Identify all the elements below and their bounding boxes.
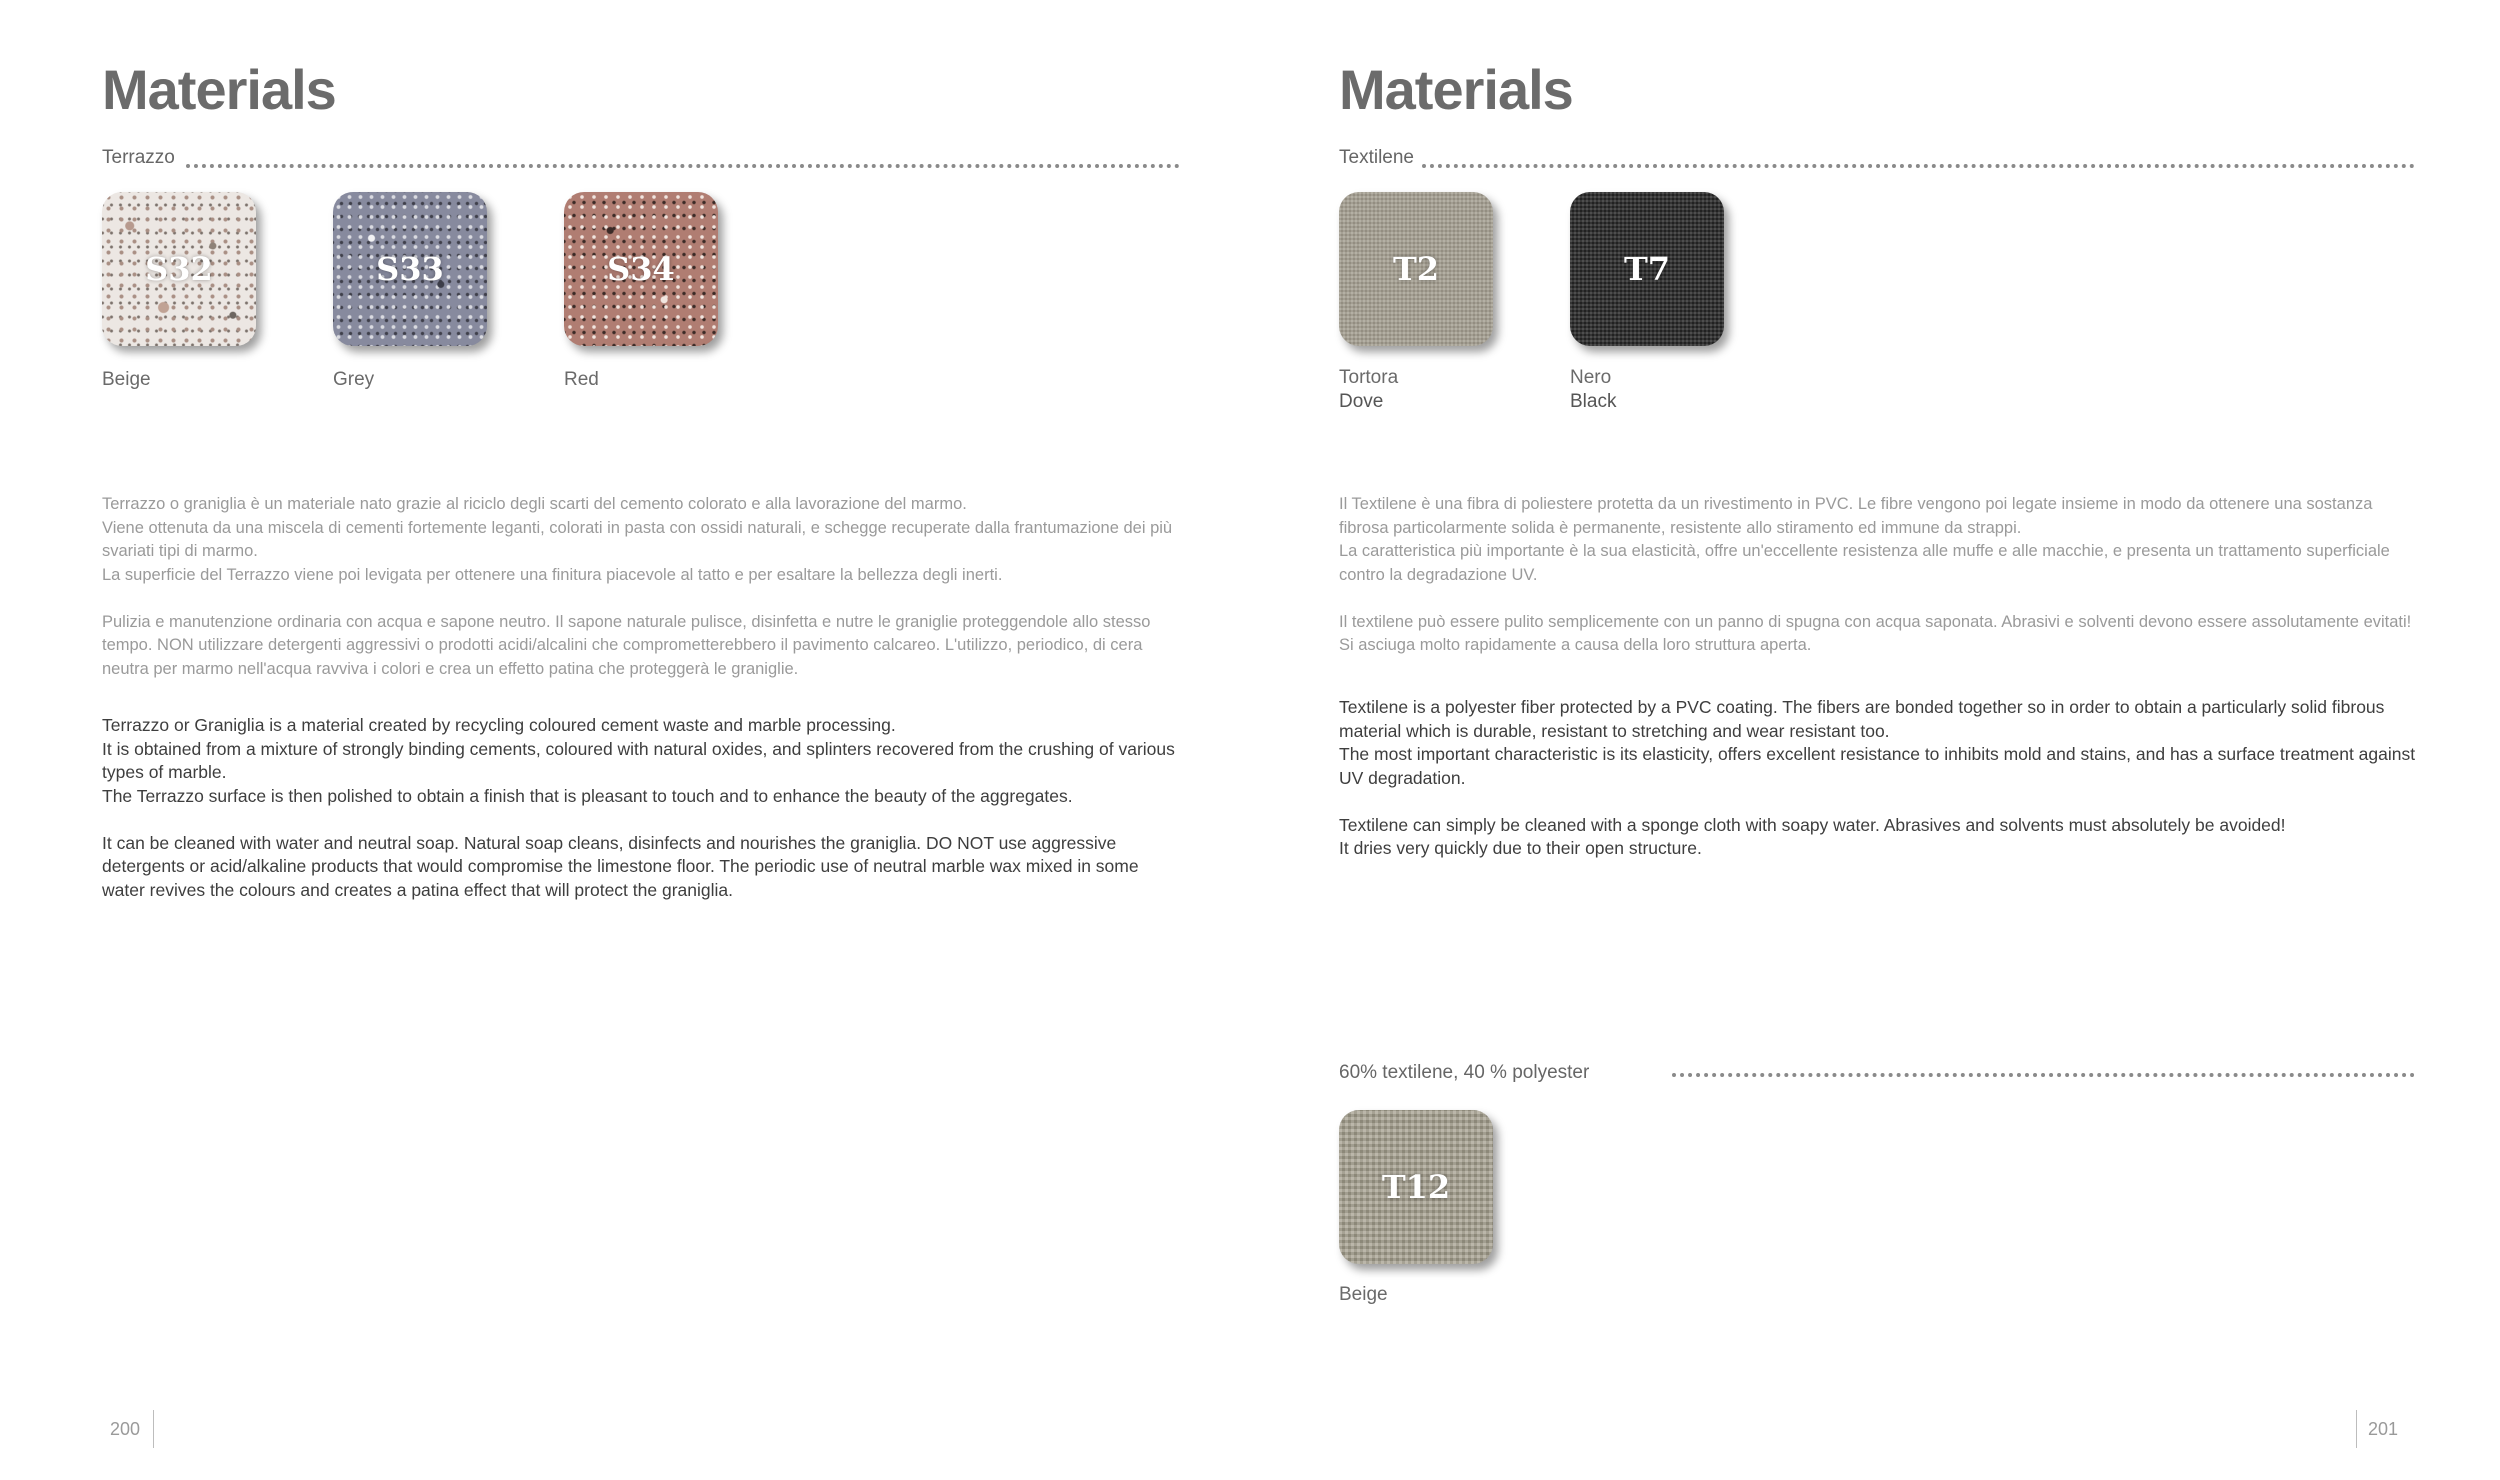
dotted-rule: [1672, 1073, 2415, 1077]
english-paragraph: [102, 832, 1182, 903]
swatch-code: S32: [145, 250, 213, 288]
swatch-s33[interactable]: [333, 192, 487, 346]
dotted-rule: [186, 164, 1180, 168]
text: It can be cleaned with water and neutral soap. Natural soap cleans, disinfects and nourishes the graniglia. DO NOT use aggressive detergents or acid/alkaline products that would compromise the limestone floor. The periodic use of neutral marble wax mixed in some water revives the colours and creates a patina effect that will protect the graniglia.: [102, 832, 1139, 900]
swatch-t2[interactable]: [1339, 192, 1493, 346]
text: Terrazzo o graniglia è un materiale nato grazie al riciclo degli scarti del cemento colorato e alla lavorazione del marmo. Viene ottenuta da una miscela di cementi fortemente leganti, colorati in pasta con ossidi naturali, e schegge recuperate dalla frantumazione dei più svariati tipi di marmo. La superficie del Terrazzo viene poi levigata per ottenere una finitura piacevole al tatto e per esaltare la bellezza degli inerti.: [102, 495, 1173, 584]
italian-paragraph: [102, 611, 1182, 682]
section-label-terrazzo: Terrazzo: [102, 147, 175, 168]
swatch-caption: Beige: [1339, 1284, 1388, 1305]
swatch-name-en: Black: [1570, 391, 1617, 412]
italian-description: [1339, 493, 2424, 658]
right-page: [1250, 0, 2500, 1480]
english-description: [1339, 696, 2424, 861]
swatch-code: S33: [376, 250, 444, 288]
swatch-code: T2: [1392, 250, 1440, 288]
swatch-caption: Grey: [333, 369, 375, 390]
italian-paragraph: [102, 493, 1182, 587]
swatch-caption: [1570, 366, 1616, 414]
swatch-t7[interactable]: [1570, 192, 1724, 346]
page-number: 201: [2368, 1419, 2399, 1439]
swatch-name-it: Tortora: [1339, 367, 1399, 388]
text: Textilene is a polyester fiber protected by a PVC coating. The fibers are bonded together so in order to obtain a particularly solid fibrous material which is durable, resistant to stretching and wear resistant too. The most important characteristic is its elasticity, offers excellent resistance to inhibits mold and stains, and has a surface treatment against UV degradation.: [1339, 697, 2416, 788]
text: Il textilene può essere pulito semplicemente con un panno di spugna con acqua saponata. Abrasivi e solventi devono essere assolutamente evitati! Si asciuga molto rapidamente a causa della loro struttura aperta.: [1339, 612, 2412, 654]
english-paragraph: [1339, 814, 2424, 861]
page-title: Materials: [102, 58, 336, 121]
page-number-divider: [2356, 1410, 2357, 1448]
swatch-t12[interactable]: [1339, 1110, 1493, 1264]
italian-paragraph: [1339, 493, 2424, 587]
swatch-caption: Beige: [102, 369, 151, 390]
section-label-textilene: Textilene: [1339, 147, 1414, 168]
swatch-name-it: Nero: [1570, 367, 1612, 388]
text: Textilene can simply be cleaned with a sponge cloth with soapy water. Abrasives and solvents must absolutely be avoided! It dries very quickly due to their open structure.: [1339, 814, 2286, 858]
swatch-s32[interactable]: [102, 192, 256, 346]
swatch-caption: [1339, 366, 1398, 414]
swatch-code: T7: [1623, 250, 1671, 288]
text: Il Textilene è una fibra di poliestere protetta da un rivestimento in PVC. Le fibre vengono poi legate insieme in modo da ottenere una sostanza fibrosa particolarmente solida è permanente, resistente allo stiramento ed immune da strappi. La caratteristica più importante è la sua elasticità, offre un'eccellente resistenza alle muffe e alle macchie, e presenta un trattamento superficiale contro la degradazione UV.: [1339, 495, 2390, 584]
text: Terrazzo or Graniglia is a material created by recycling coloured cement waste and marble processing. It is obtained from a mixture of strongly binding cements, coloured with natural oxides, and splinters recovered from the crushing of various types of marble. The Terrazzo surface is then polished to obtain a finish that is pleasant to touch and to enhance the beauty of the aggregates.: [102, 715, 1175, 806]
page-title: Materials: [1339, 58, 1573, 121]
page-number-divider: [153, 1410, 154, 1448]
swatch-code: S34: [607, 250, 675, 288]
dotted-rule: [1422, 164, 2415, 168]
swatch-code: T12: [1381, 1168, 1451, 1206]
italian-description: [102, 493, 1182, 681]
italian-paragraph: [1339, 611, 2424, 658]
english-paragraph: [102, 714, 1182, 808]
swatch-s34[interactable]: [564, 192, 718, 346]
section-label-blend: 60% textilene, 40 % polyester: [1339, 1062, 1590, 1083]
english-description: [102, 714, 1182, 902]
english-paragraph: [1339, 696, 2424, 790]
swatch-caption: Red: [564, 369, 599, 390]
text: Pulizia e manutenzione ordinaria con acqua e sapone neutro. Il sapone naturale pulisce, disinfetta e nutre le graniglie proteggendole allo stesso tempo. NON utilizzare detergenti aggressivi o prodotti acidi/alcalini che comprometterebbero il pavimento calcareo. L'utilizzo, periodico, di cera neutra per marmo nell'acqua ravviva i colori e crea un effetto patina che proteggerà le graniglie.: [102, 612, 1151, 678]
swatch-name-en: Dove: [1339, 391, 1384, 412]
page-number: 200: [110, 1419, 141, 1439]
